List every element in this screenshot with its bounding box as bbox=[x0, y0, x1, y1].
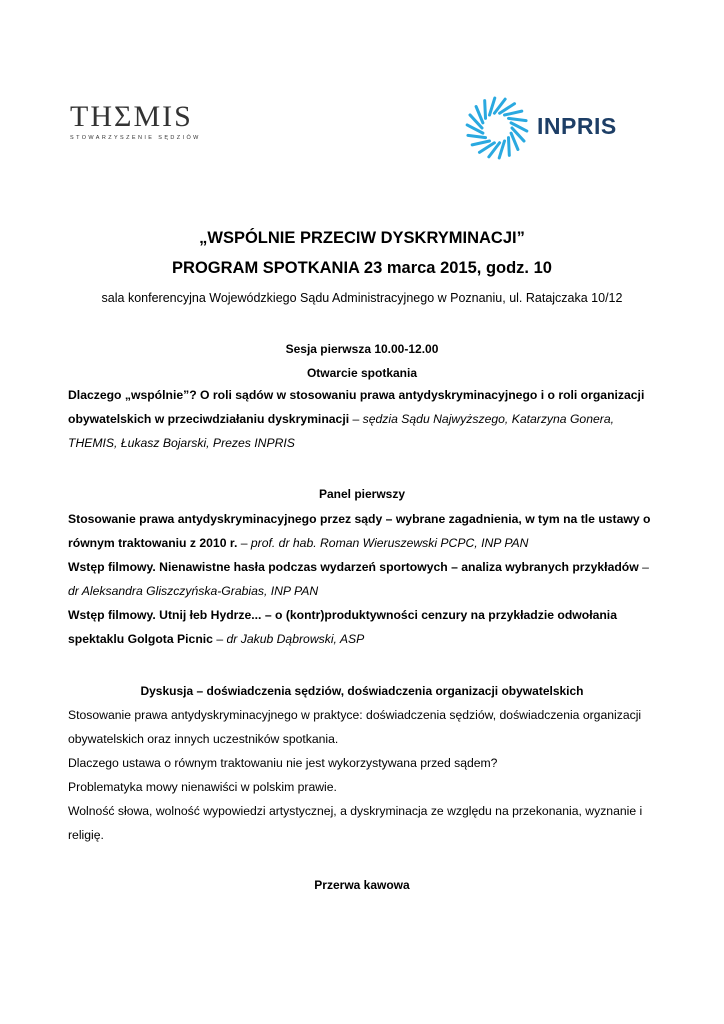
inpris-ring-stroke bbox=[511, 133, 518, 149]
panel1-item bbox=[68, 603, 658, 651]
panel1-item-sep: – bbox=[638, 560, 649, 574]
inpris-ring-stroke bbox=[468, 135, 486, 137]
discussion-line: Wolność słowa, wolność wypowiedzi artystycznej, a dyskryminacja ze względu na przekonania, wyznanie i religię. bbox=[68, 804, 643, 842]
inpris-logo bbox=[465, 96, 655, 166]
session1-talk-speakers: sędzia Sądu Najwyższego, Katarzyna Gonera, THEMIS, Łukasz Bojarski, Prezes INPRIS bbox=[68, 412, 614, 450]
panel1-item-sep: – bbox=[212, 632, 227, 646]
session1-talk bbox=[68, 383, 658, 455]
discussion-line: Problematyka mowy nienawiści w polskim prawie. bbox=[68, 780, 337, 794]
panel1-item-sep: – bbox=[237, 536, 251, 550]
discussion-heading: Dyskusja – doświadczenia sędziów, doświadczenia organizacji obywatelskich bbox=[140, 684, 584, 698]
session1-heading: Sesja pierwsza 10.00-12.00 bbox=[285, 342, 439, 356]
discussion-line: Dlaczego ustawa o równym traktowaniu nie jest wykorzystywana przed sądem? bbox=[68, 756, 498, 770]
inpris-logo-name: INPRIS bbox=[537, 113, 617, 139]
inpris-ring-stroke bbox=[508, 118, 526, 120]
document-title: „WSPÓLNIE PRZECIW DYSKRYMINACJI” bbox=[199, 229, 525, 247]
document-subtitle: PROGRAM SPOTKANIA 23 marca 2015, godz. 10 bbox=[172, 259, 552, 277]
panel1-item-speaker: prof. dr hab. Roman Wieruszewski PCPC, INP PAN bbox=[250, 536, 529, 550]
inpris-ring-stroke bbox=[508, 138, 509, 156]
session1-talk-title: Dlaczego „wspólnie”? O roli sądów w stosowaniu prawa antydyskryminacyjnego i o roli organizacji obywatelskich w przeciwdziałaniu dyskryminacji bbox=[68, 388, 645, 426]
themis-logo bbox=[70, 102, 200, 141]
session1-talk-sep: – bbox=[349, 412, 363, 426]
inpris-ring-stroke bbox=[485, 101, 486, 119]
panel1-heading: Panel pierwszy bbox=[318, 487, 406, 501]
panel1-item-title: Wstęp filmowy. Utnij łeb Hydrze... – o (kontr)produktywności cenzury na przykładzie odwołania spektaklu Golgota Picnic bbox=[68, 608, 617, 646]
panel1-item-speaker: dr Aleksandra Gliszczyńska-Grabias, INP PAN bbox=[68, 584, 319, 598]
inpris-ring-icon bbox=[465, 96, 529, 160]
break-heading: Przerwa kawowa bbox=[314, 878, 410, 892]
themis-logo-subtitle: STOWARZYSZENIE SĘDZIÓW bbox=[70, 135, 201, 141]
opening-heading: Otwarcie spotkania bbox=[306, 366, 418, 380]
panel1-item-speaker: dr Jakub Dąbrowski, ASP bbox=[226, 632, 365, 646]
discussion-line: Stosowanie prawa antydyskryminacyjnego w praktyce: doświadczenia sędziów, doświadczenia organizacji obywatelskich oraz innych uczestników spotkania. bbox=[68, 708, 642, 746]
panel1-item bbox=[68, 555, 658, 603]
panel1-item-title: Stosowanie prawa antydyskryminacyjnego przez sądy – wybrane zagadnienia, w tym na tle ustawy o równym traktowaniu z 2010 r. bbox=[68, 512, 651, 550]
themis-logo-name: THΣMIS bbox=[70, 100, 193, 133]
venue: sala konferencyjna Wojewódzkiego Sądu Administracyjnego w Poznaniu, ul. Ratajczaka 10/12 bbox=[101, 291, 623, 305]
inpris-ring-stroke bbox=[472, 141, 489, 145]
inpris-ring-stroke bbox=[476, 107, 483, 123]
panel1-item-title: Wstęp filmowy. Nienawistne hasła podczas wydarzeń sportowych – analiza wybranych przykładów bbox=[68, 560, 639, 574]
panel1-item bbox=[68, 507, 658, 555]
inpris-ring-stroke bbox=[505, 111, 522, 115]
